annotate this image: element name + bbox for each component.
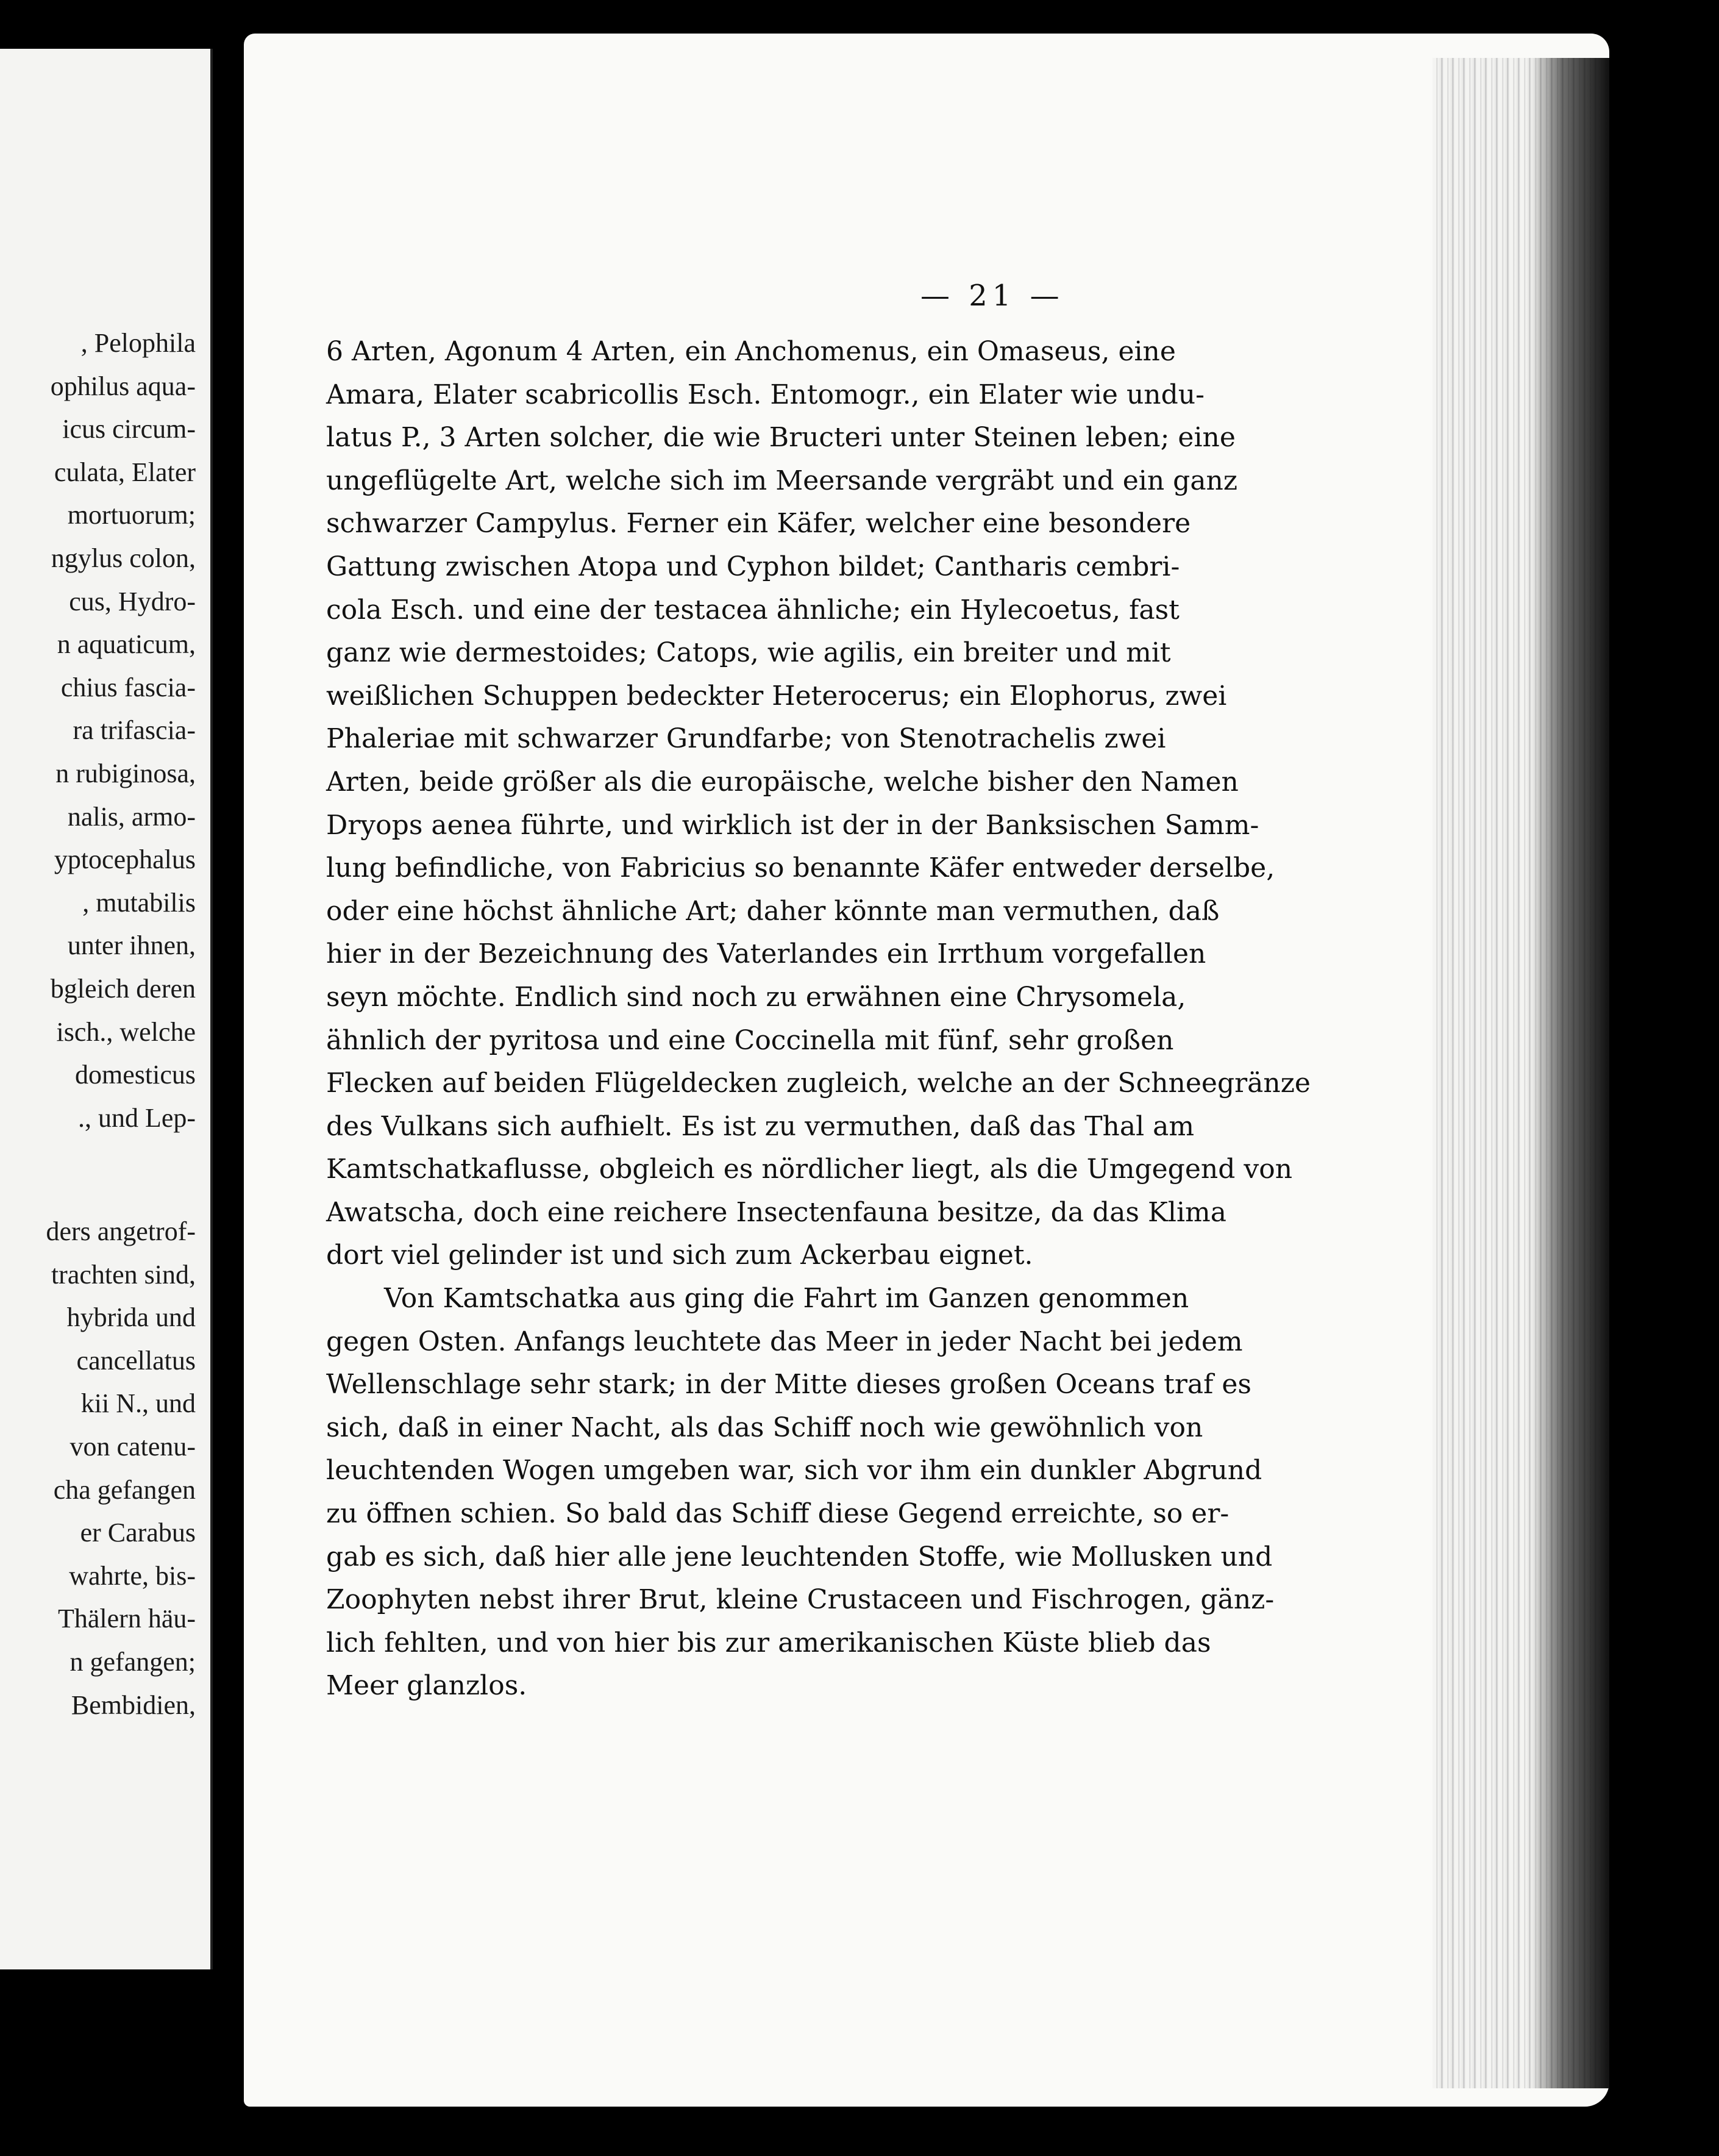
paragraph-1 bbox=[326, 330, 1311, 1277]
text-line: gegen Osten. Anfangs leuchtete das Meer in jeder Nacht bei jedem bbox=[326, 1326, 1243, 1357]
text-line: schwarzer Campylus. Ferner ein Käfer, welcher eine besondere bbox=[326, 508, 1191, 540]
right-page bbox=[244, 34, 1609, 2107]
left-line: , Pelophila bbox=[80, 328, 196, 358]
text-line: Wellenschlage sehr stark; in der Mitte dieses großen Oceans traf es bbox=[326, 1369, 1251, 1401]
text-line: Awatscha, doch eine reichere Insectenfauna besitze, da das Klima bbox=[326, 1196, 1226, 1228]
left-line: Thälern häu- bbox=[58, 1604, 196, 1634]
left-line: cancellatus bbox=[76, 1345, 196, 1376]
left-line: icus circum- bbox=[62, 414, 196, 444]
left-line: wahrte, bis- bbox=[69, 1560, 196, 1591]
text-line: dort viel gelinder ist und sich zum Ackerbau eignet. bbox=[326, 1240, 1033, 1271]
text-line: leuchtenden Wogen umgeben war, sich vor ihm ein dunkler Abgrund bbox=[326, 1455, 1262, 1487]
left-line: , mutabilis bbox=[82, 887, 196, 918]
text-line: latus P., 3 Arten solcher, die wie Bructeri unter Steinen leben; eine bbox=[326, 422, 1236, 454]
left-line: n gefangen; bbox=[69, 1646, 196, 1677]
left-line: n rubiginosa, bbox=[55, 758, 196, 788]
left-line: er Carabus bbox=[80, 1518, 196, 1548]
left-line: unter ihnen, bbox=[67, 930, 196, 961]
left-line: trachten sind, bbox=[51, 1259, 196, 1290]
left-page-text-top bbox=[51, 322, 196, 1140]
text-line: Zoophyten nebst ihrer Brut, kleine Crustaceen und Fischrogen, gänz- bbox=[326, 1584, 1275, 1616]
text-line: sich, daß in einer Nacht, als das Schiff noch wie gewöhnlich von bbox=[326, 1412, 1203, 1443]
left-line: von catenu- bbox=[69, 1431, 196, 1462]
text-line: Von Kamtschatka aus ging die Fahrt im Ganzen genommen bbox=[384, 1283, 1189, 1315]
left-line: Bembidien, bbox=[71, 1690, 196, 1720]
left-page-text-bottom bbox=[46, 1210, 196, 1727]
text-line: cola Esch. und eine der testacea ähnliche; ein Hylecoetus, fast bbox=[326, 594, 1180, 626]
left-line: yptocephalus bbox=[54, 844, 196, 875]
left-line: kii N., und bbox=[80, 1388, 196, 1419]
left-line: ra trifascia- bbox=[73, 715, 196, 746]
left-line: ., und Lep- bbox=[77, 1102, 196, 1133]
left-line: cha gefangen bbox=[53, 1474, 196, 1505]
text-line: Phaleriae mit schwarzer Grundfarbe; von Stenotrachelis zwei bbox=[326, 723, 1166, 755]
left-line: chius fascia- bbox=[60, 672, 196, 702]
text-line: gab es sich, daß hier alle jene leuchtenden Stoffe, wie Mollusken und bbox=[326, 1541, 1273, 1572]
text-line: Dryops aenea führte, und wirklich ist der in der Banksischen Samm- bbox=[326, 809, 1259, 841]
text-line: weißlichen Schuppen bedeckter Heterocerus; ein Elophorus, zwei bbox=[326, 680, 1227, 712]
left-line: hybrida und bbox=[66, 1302, 196, 1333]
text-line: seyn möchte. Endlich sind noch zu erwähnen eine Chrysomela, bbox=[326, 981, 1186, 1013]
text-line: hier in der Bezeichnung des Vaterlandes ein Irrthum vorgefallen bbox=[326, 938, 1206, 970]
left-line: ders angetrof- bbox=[46, 1216, 196, 1246]
text-line: Gattung zwischen Atopa und Cyphon bildet; Cantharis cembri- bbox=[326, 551, 1180, 582]
text-line: Meer glanzlos. bbox=[326, 1670, 527, 1702]
text-line: lich fehlten, und von hier bis zur amerikanischen Küste blieb das bbox=[326, 1627, 1211, 1658]
page-number: — 21 — bbox=[920, 279, 1064, 313]
body-text bbox=[326, 330, 1311, 1708]
left-line: cus, Hydro- bbox=[69, 586, 196, 616]
text-line: ganz wie dermestoides; Catops, wie agilis, ein breiter und mit bbox=[326, 637, 1171, 669]
left-line: ngylus colon, bbox=[51, 543, 196, 573]
paragraph-2 bbox=[326, 1277, 1275, 1708]
page-edge-stack bbox=[1432, 58, 1609, 2088]
text-line: 6 Arten, Agonum 4 Arten, ein Anchomenus, ein Omaseus, eine bbox=[326, 336, 1176, 367]
text-line: Arten, beide größer als die europäische, welche bisher den Namen bbox=[326, 766, 1239, 798]
left-line: domesticus bbox=[75, 1060, 196, 1090]
text-line: Amara, Elater scabricollis Esch. Entomogr., ein Elater wie undu- bbox=[326, 379, 1205, 410]
left-page bbox=[0, 49, 213, 1969]
text-line: Kamtschatkaflusse, obgleich es nördlicher liegt, als die Umgegend von bbox=[326, 1154, 1293, 1185]
left-line: isch., welche bbox=[56, 1016, 196, 1047]
text-line: ähnlich der pyritosa und eine Coccinella mit fünf, sehr großen bbox=[326, 1024, 1174, 1056]
left-line: culata, Elater bbox=[54, 457, 196, 487]
left-line: bgleich deren bbox=[50, 973, 196, 1004]
text-line: ungeflügelte Art, welche sich im Meersande vergräbt und ein ganz bbox=[326, 465, 1238, 496]
text-line: lung befindliche, von Fabricius so benannte Käfer entweder derselbe, bbox=[326, 852, 1275, 884]
text-line: oder eine höchst ähnliche Art; daher könnte man vermuthen, daß bbox=[326, 895, 1220, 927]
text-line: des Vulkans sich aufhielt. Es ist zu vermuthen, daß das Thal am bbox=[326, 1110, 1195, 1142]
text-line: Flecken auf beiden Flügeldecken zugleich, welche an der Schneegränze bbox=[326, 1068, 1311, 1099]
text-line: zu öffnen schien. So bald das Schiff diese Gegend erreichte, so er- bbox=[326, 1498, 1230, 1530]
left-line: n aquaticum, bbox=[57, 629, 196, 660]
left-line: nalis, armo- bbox=[67, 801, 196, 832]
left-line: mortuorum; bbox=[67, 500, 196, 530]
left-line: ophilus aqua- bbox=[50, 371, 196, 401]
